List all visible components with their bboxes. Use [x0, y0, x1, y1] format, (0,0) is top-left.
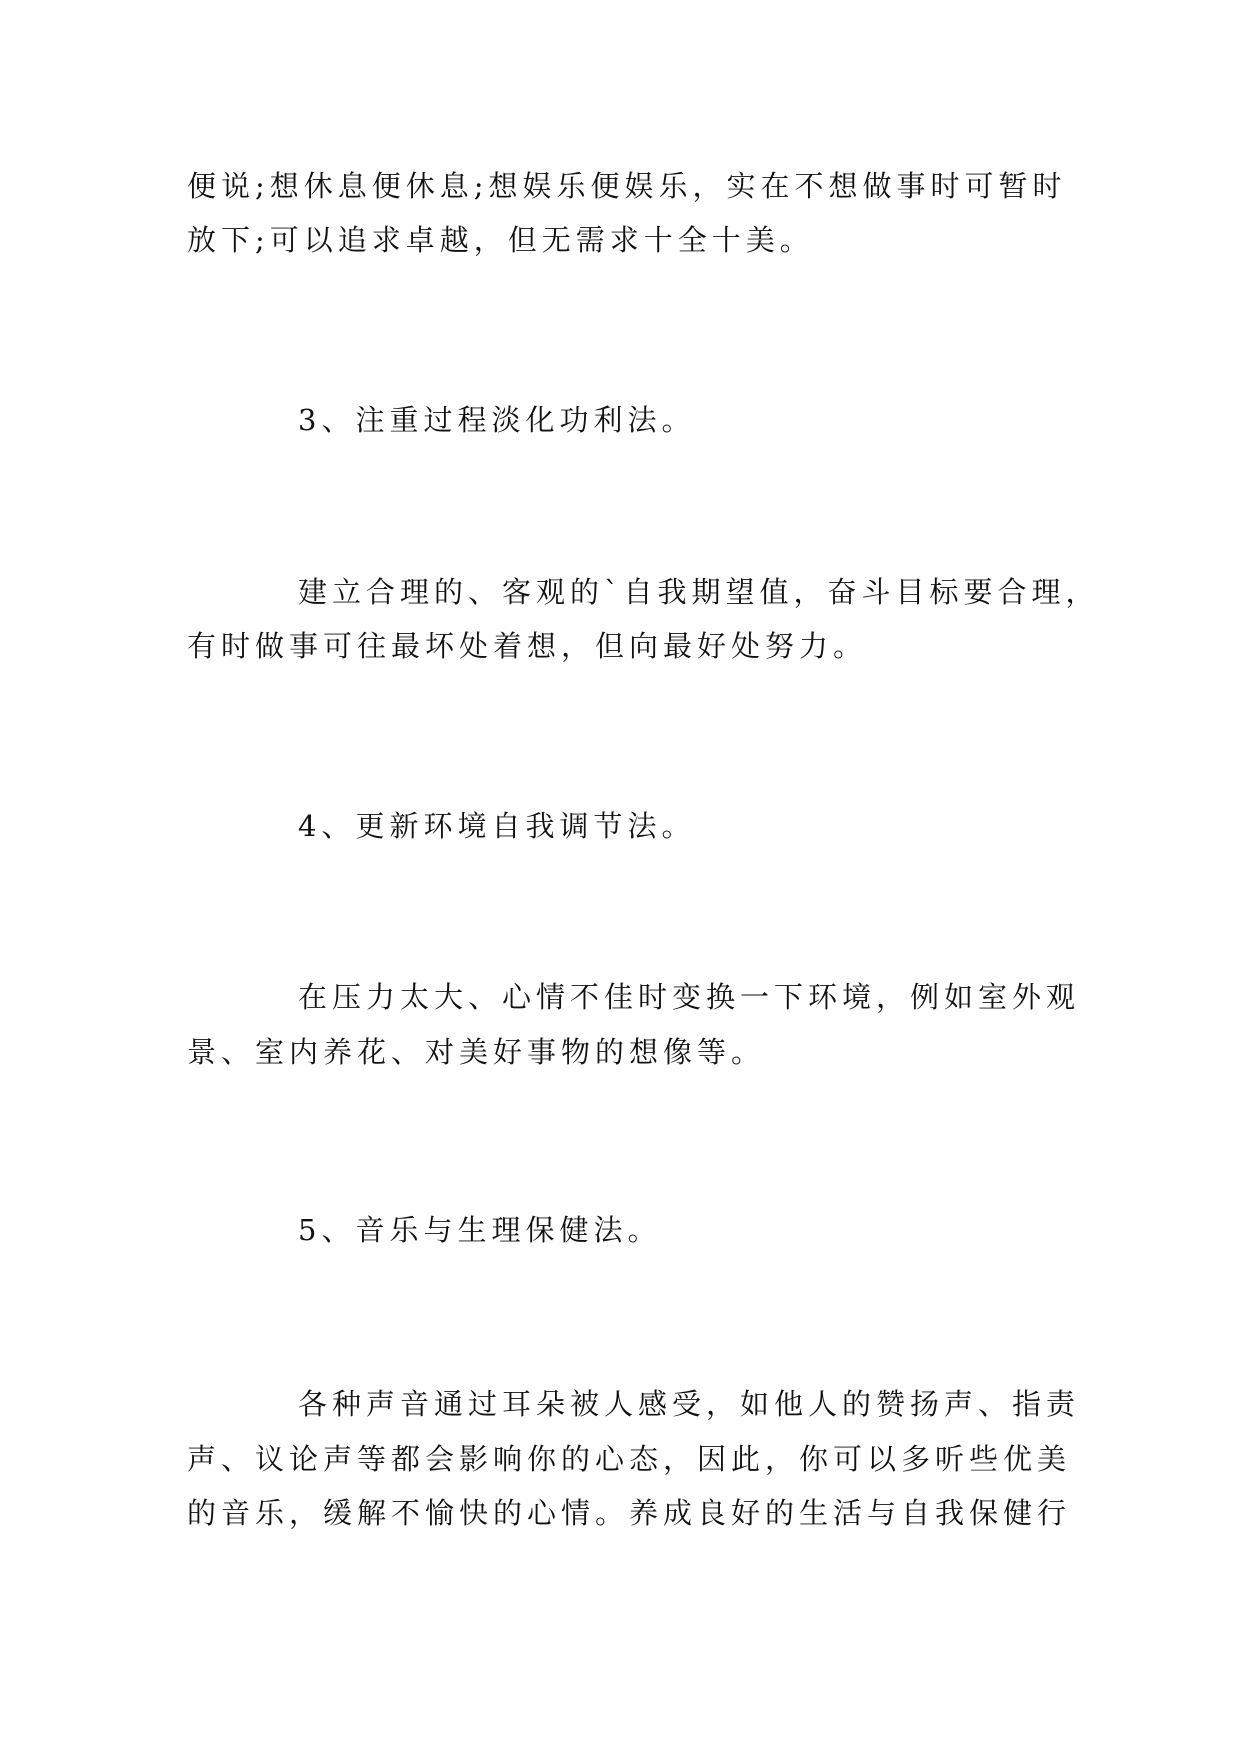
- paragraph-3-line-2: 有时做事可往最坏处着想，但向最好处努力。: [187, 629, 868, 663]
- paragraph-5-line-1: 各种声音通过耳朵被人感受，如他人的赞扬声、指责: [298, 1387, 1081, 1421]
- paragraph-continued-line-2: 放下;可以追求卓越，但无需求十全十美。: [187, 223, 814, 257]
- paragraph-4-line-1: 在压力太大、心情不佳时变换一下环境，例如室外观: [298, 980, 1081, 1014]
- paragraph-5-line-3: 的音乐，缓解不愉快的心情。养成良好的生活与自我保健行: [187, 1496, 1072, 1530]
- paragraph-continued-line-1: 便说;想休息便休息;想娱乐便娱乐，实在不想做事时可暂时: [187, 169, 1067, 203]
- heading-4: 4、更新环境自我调节法。: [298, 809, 696, 843]
- paragraph-3-line-1: 建立合理的、客观的`自我期望值，奋斗目标要合理，: [298, 575, 1100, 609]
- paragraph-4-line-2: 景、室内养花、对美好事物的想像等。: [187, 1035, 766, 1069]
- paragraph-5-line-2: 声、议论声等都会影响你的心态，因此，你可以多听些优美: [187, 1442, 1072, 1476]
- heading-5: 5、音乐与生理保健法。: [298, 1213, 662, 1247]
- heading-3: 3、注重过程淡化功利法。: [298, 403, 696, 437]
